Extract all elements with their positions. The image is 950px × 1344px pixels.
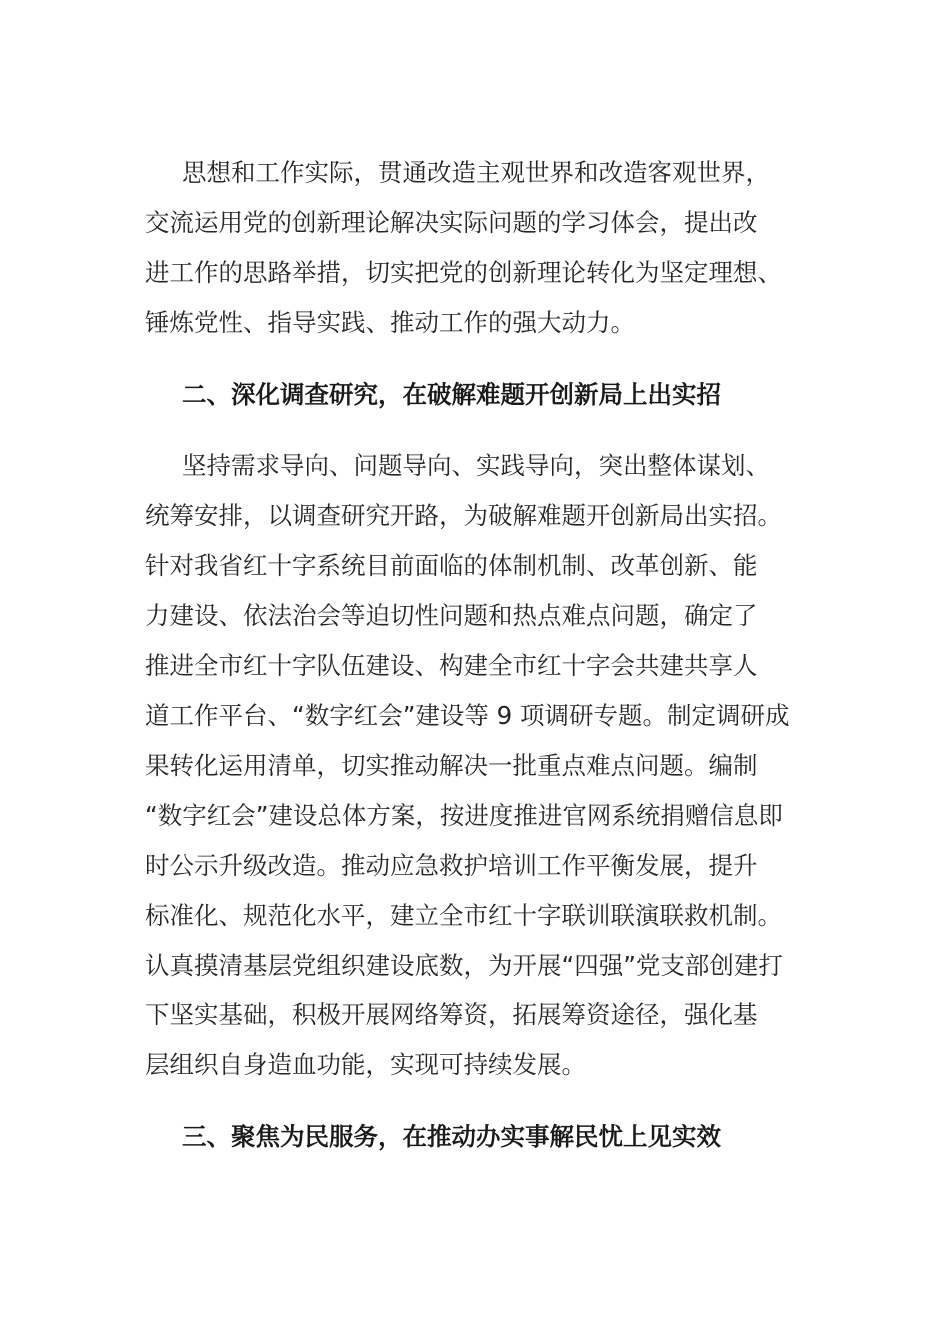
paragraph-line: 时公示升级改造。推动应急救护培训工作平衡发展，提升 [145, 851, 758, 880]
paragraph-line: 层组织自身造血功能，实现可持续发展。 [145, 1050, 586, 1079]
paragraph-line: 针对我省红十字系统目前面临的体制机制、改革创新、能 [145, 551, 758, 580]
paragraph-line: 果转化运用清单，切实推动解决一批重点难点问题。编制 [145, 751, 758, 780]
paragraph-line: 认真摸清基层党组织建设底数，为开展“四强”党支部创建打 [145, 951, 783, 980]
section-heading-2: 二、深化调查研究，在破解难题开创新局上出实招 [182, 380, 721, 409]
paragraph-line: 推进全市红十字队伍建设、构建全市红十字会共建共享人 [145, 651, 758, 680]
paragraph-line: 锤炼党性、指导实践、推动工作的强大动力。 [145, 308, 635, 337]
section-heading-3: 三、聚焦为民服务，在推动办实事解民忧上见实效 [182, 1122, 721, 1151]
paragraph-line: 力建设、依法治会等迫切性问题和热点难点问题，确定了 [145, 601, 758, 630]
paragraph-line: 下坚实基础，积极开展网络筹资，拓展筹资途径，强化基 [145, 1000, 758, 1029]
paragraph-line: 进工作的思路举措，切实把党的创新理论转化为坚定理想、 [145, 258, 782, 287]
paragraph-line: 统筹安排，以调查研究开路，为破解难题开创新局出实招。 [145, 501, 782, 530]
paragraph-line: 交流运用党的创新理论解决实际问题的学习体会，提出改 [145, 208, 758, 237]
paragraph-line: “数字红会”建设总体方案，按进度推进官网系统捐赠信息即 [145, 801, 783, 830]
paragraph-line: 思想和工作实际，贯通改造主观世界和改造客观世界， [182, 158, 770, 187]
paragraph-line: 道工作平台、“数字红会”建设等 9 项调研专题。制定调研成 [145, 701, 790, 730]
paragraph-line: 标准化、规范化水平，建立全市红十字联训联演联救机制。 [145, 901, 782, 930]
paragraph-line: 坚持需求导向、问题导向、实践导向，突出整体谋划、 [182, 451, 770, 480]
